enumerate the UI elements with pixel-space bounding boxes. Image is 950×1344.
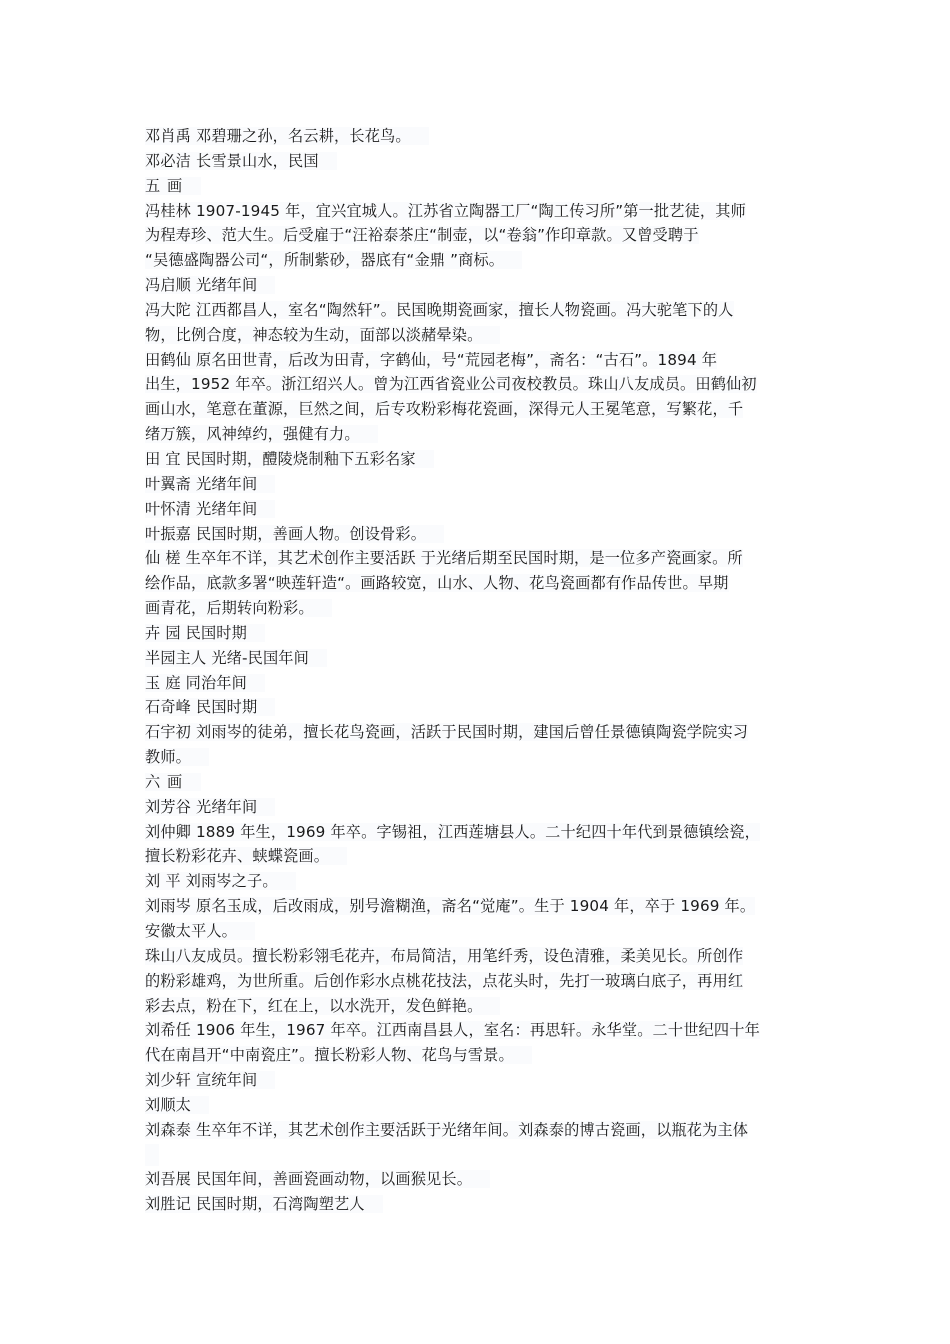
line-text: 刘少轩 宣统年间 [145, 1071, 275, 1089]
text-line [145, 969, 809, 994]
line-text: 刘胜记 民国时期，石湾陶塑艺人 [145, 1195, 383, 1213]
text-line [145, 1068, 809, 1093]
line-text: 刘吾展 民国年间，善画瓷画动物，以画猴见长。 [145, 1170, 490, 1188]
line-text: 邓必洁 长雪景山水，民国 [145, 152, 337, 170]
text-line [145, 124, 809, 149]
heading-text: 六 画 [145, 773, 201, 791]
text-line [145, 1043, 809, 1068]
line-text: 擅长粉彩花卉、蛱蝶瓷画。 [145, 847, 347, 865]
text-line [145, 248, 809, 273]
line-text: 画青花，后期转向粉彩。 [145, 599, 332, 617]
line-text: 刘顺太 [145, 1096, 209, 1114]
line-text: 田鹤仙 原名田世青，后改为田青，字鹤仙，号“荒园老梅”，斋名：“古石”。1894 年 [145, 350, 718, 369]
text-line [145, 199, 809, 224]
line-text: “吴德盛陶器公司“，所制紫砂，器底有“金鼎 ”商标。 [145, 251, 522, 269]
text-line [145, 869, 809, 894]
text-line [145, 397, 809, 422]
text-line [145, 695, 809, 720]
line-text: 田 宜 民国时期，醴陵烧制釉下五彩名家 [145, 450, 434, 468]
text-line [145, 1167, 809, 1192]
line-text: 刘芳谷 光绪年间 [145, 798, 275, 816]
line-text: 刘希任 1906 年生，1967 年卒。江西南昌县人，室名：再思轩。永华堂。二十世纪四十年 [145, 1021, 760, 1040]
text-line [145, 671, 809, 696]
text-line [145, 596, 809, 621]
text-line [145, 1118, 809, 1143]
line-text: 绪万簇，风神绰约，强健有力。 [145, 425, 378, 443]
text-line [145, 422, 809, 447]
text-line [145, 323, 809, 348]
line-text: 为程寿珍、范大生。后受雇于“汪裕泰茶庄“制壶，以“卷翁”作印章款。又曾受聘于 [145, 226, 699, 245]
line-text: 玉 庭 同治年间 [145, 674, 265, 692]
line-text: 出生，1952 年卒。浙江绍兴人。曾为江西省瓷业公司夜校教员。珠山八友成员。田鹤仙初 [145, 375, 757, 394]
text-line [145, 844, 809, 869]
text-line [145, 820, 809, 845]
text-line [145, 447, 809, 472]
line-text: 邓肖禹 邓碧珊之孙，名云耕，长花鸟。 [145, 127, 429, 145]
line-text: 冯大陀 江西都昌人，室名“陶然轩”。民国晚期瓷画家，擅长人物瓷画。冯大驼笔下的人 [145, 300, 734, 319]
line-text: 半园主人 光绪-民国年间 [145, 649, 327, 667]
text-line [145, 546, 809, 571]
line-text: 物，比例合度，神态较为生动，面部以淡赭晕染。 [145, 326, 500, 344]
line-text: 石宇初 刘雨岑的徒弟，擅长花鸟瓷画，活跃于民国时期，建国后曾任景德镇陶瓷学院实习 [145, 723, 749, 742]
text-line [145, 223, 809, 248]
text-line [145, 372, 809, 397]
line-text: 安徽太平人。 [145, 922, 255, 940]
line-text: 彩去点，粉在下，红在上，以水洗开，发色鲜艳。 [145, 997, 500, 1015]
text-line [145, 1192, 809, 1217]
line-text: 刘 平 刘雨岑之子。 [145, 872, 296, 890]
line-text: 叶怀清 光绪年间 [145, 500, 275, 518]
line-text: 叶翼斋 光绪年间 [145, 475, 275, 493]
blank-line [145, 1143, 809, 1168]
line-text: 石奇峰 民国时期 [145, 698, 275, 716]
text-line [145, 994, 809, 1019]
text-line [145, 571, 809, 596]
line-text: 叶振嘉 民国时期，善画人物。创设骨彩。 [145, 525, 444, 543]
text-line [145, 745, 809, 770]
line-text: 刘雨岑 原名玉成，后改雨成，别号澹糊渔，斋名“觉庵”。生于 1904 年，卒于 1969 年。 [145, 897, 756, 916]
text-line [145, 919, 809, 944]
line-text: 刘仲卿 1889 年生，1969 年卒。字锡祖，江西莲塘县人。二十纪四十年代到景德镇绘瓷， [145, 822, 760, 841]
text-line [145, 472, 809, 497]
text-line [145, 795, 809, 820]
line-text: 教师。 [145, 748, 209, 766]
line-text: 冯启顺 光绪年间 [145, 276, 275, 294]
text-line [145, 1093, 809, 1118]
text-line [145, 273, 809, 298]
text-line [145, 1018, 809, 1043]
line-text: 的粉彩雄鸡，为世所重。后创作彩水点桃花技法，点花头时，先打一玻璃白底子，再用红 [145, 971, 744, 990]
text-line [145, 646, 809, 671]
line-text: 绘作品，底款多署“映莲轩造“。画路较宽，山水、人物、花鸟瓷画都有作品传世。早期 [145, 574, 729, 593]
line-text: 卉 园 民国时期 [145, 624, 265, 642]
document-body [145, 124, 809, 1217]
section-heading [145, 174, 809, 199]
section-heading [145, 770, 809, 795]
text-line [145, 497, 809, 522]
text-line [145, 944, 809, 969]
text-line [145, 348, 809, 373]
line-text: 代在南昌开“中南瓷庄”。擅长粉彩人物、花鸟与雪景。 [145, 1046, 532, 1064]
text-line [145, 621, 809, 646]
line-text: 画山水，笔意在董源，巨然之间，后专攻粉彩梅花瓷画，深得元人王冕笔意，写繁花，千 [145, 400, 744, 419]
text-line [145, 522, 809, 547]
text-line [145, 894, 809, 919]
blank-line-marker [145, 1144, 159, 1166]
line-text: 刘森泰 生卒年不详，其艺术创作主要活跃于光绪年间。刘森泰的博古瓷画，以瓶花为主体 [145, 1120, 749, 1139]
text-line [145, 298, 809, 323]
line-text: 冯桂林 1907-1945 年，宜兴宜城人。江苏省立陶器工厂“陶工传习所”第一批艺徒，其师 [145, 201, 746, 220]
text-line [145, 720, 809, 745]
text-line [145, 149, 809, 174]
line-text: 珠山八友成员。擅长粉彩翎毛花卉，布局简洁，用笔纤秀，设色清雅，柔美见长。所创作 [145, 946, 744, 965]
heading-text: 五 画 [145, 177, 201, 195]
line-text: 仙 槎 生卒年不详，其艺术创作主要活跃 于光绪后期至民国时期，是一位多产瓷画家。所 [145, 549, 743, 568]
